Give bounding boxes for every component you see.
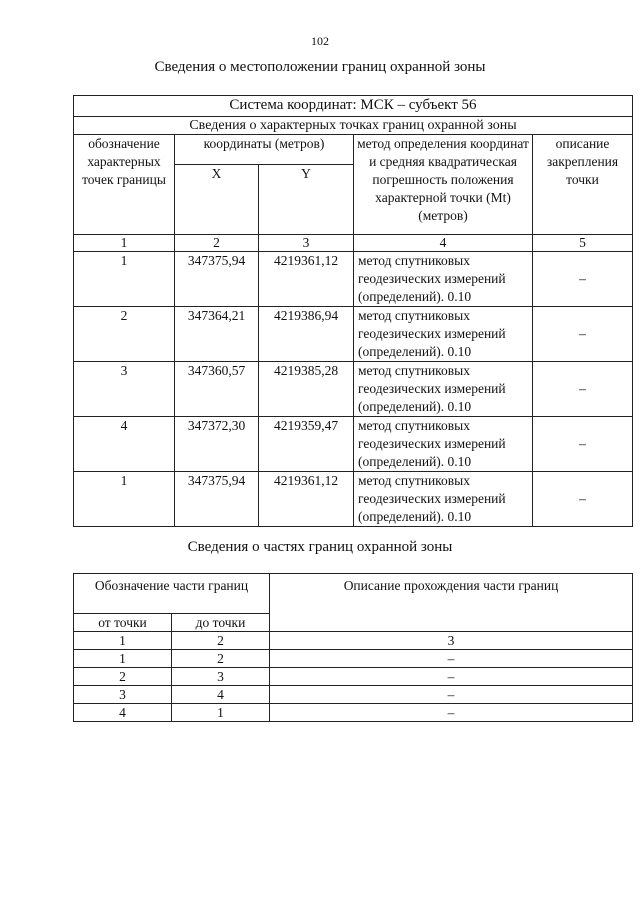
header-part-description: Описание прохождения части границ (270, 574, 633, 632)
coord-y: 4219361,12 (259, 252, 354, 307)
fixing-cell: – (533, 362, 633, 417)
boundary-points-table (73, 95, 633, 527)
page-number: 102 (311, 34, 329, 48)
table-row (74, 704, 633, 722)
header-method: метод определения координат и средняя квадратическая погрешность положения характерной точки (Мt) (метров) (354, 135, 533, 235)
table-row (74, 417, 633, 472)
table-row (74, 668, 633, 686)
method-cell: метод спутниковых геодезических измерений (определений). 0.10 (354, 362, 533, 417)
point-id: 4 (74, 417, 175, 472)
coord-x: 347360,57 (175, 362, 259, 417)
header-coordinates: координаты (метров) (175, 135, 354, 165)
column-index: 5 (533, 235, 633, 252)
column-index: 4 (354, 235, 533, 252)
to-point: 2 (172, 650, 270, 668)
from-point: 2 (74, 668, 172, 686)
coord-x: 347375,94 (175, 472, 259, 527)
to-point: 3 (172, 668, 270, 686)
fixing-cell: – (533, 472, 633, 527)
column-index: 1 (74, 632, 172, 650)
method-cell: метод спутниковых геодезических измерений (определений). 0.10 (354, 417, 533, 472)
fixing-cell: – (533, 417, 633, 472)
from-point: 3 (74, 686, 172, 704)
method-cell: метод спутниковых геодезических измерений (определений). 0.10 (354, 472, 533, 527)
table-row (74, 362, 633, 417)
column-index: 3 (259, 235, 354, 252)
header-x: X (175, 165, 259, 235)
coord-x: 347364,21 (175, 307, 259, 362)
table-row (74, 686, 633, 704)
header-fixing-description: описание закрепления точки (533, 135, 633, 235)
table-row (74, 252, 633, 307)
part-description: – (270, 704, 633, 722)
fixing-cell: – (533, 252, 633, 307)
header-y: Y (259, 165, 354, 235)
coord-y: 4219361,12 (259, 472, 354, 527)
column-index: 1 (74, 235, 175, 252)
part-description: – (270, 668, 633, 686)
header-part-designation: Обозначение части границ (74, 574, 270, 614)
column-index: 2 (175, 235, 259, 252)
from-point: 4 (74, 704, 172, 722)
point-id: 3 (74, 362, 175, 417)
table-row (74, 472, 633, 527)
table-subtitle: Сведения о характерных точках границ охранной зоны (74, 117, 633, 135)
column-index: 3 (270, 632, 633, 650)
to-point: 4 (172, 686, 270, 704)
coord-x: 347375,94 (175, 252, 259, 307)
section-title-parts: Сведения о частях границ охранной зоны (187, 539, 453, 555)
table-row (74, 650, 633, 668)
coordinate-system-label: Система координат: МСК – субъект 56 (74, 96, 633, 117)
point-id: 1 (74, 472, 175, 527)
header-point-designation: обозначение характерных точек границы (74, 135, 175, 235)
fixing-cell: – (533, 307, 633, 362)
to-point: 1 (172, 704, 270, 722)
section-title-location: Сведения о местоположении границ охранной зоны (154, 59, 486, 75)
part-description: – (270, 686, 633, 704)
method-cell: метод спутниковых геодезических измерений (определений). 0.10 (354, 252, 533, 307)
from-point: 1 (74, 650, 172, 668)
part-description: – (270, 650, 633, 668)
point-id: 1 (74, 252, 175, 307)
coord-y: 4219386,94 (259, 307, 354, 362)
table-row (74, 307, 633, 362)
header-from-point: от точки (74, 614, 172, 632)
column-index: 2 (172, 632, 270, 650)
method-cell: метод спутниковых геодезических измерений (определений). 0.10 (354, 307, 533, 362)
boundary-parts-table (73, 573, 633, 722)
coord-y: 4219385,28 (259, 362, 354, 417)
header-to-point: до точки (172, 614, 270, 632)
coord-x: 347372,30 (175, 417, 259, 472)
coord-y: 4219359,47 (259, 417, 354, 472)
point-id: 2 (74, 307, 175, 362)
